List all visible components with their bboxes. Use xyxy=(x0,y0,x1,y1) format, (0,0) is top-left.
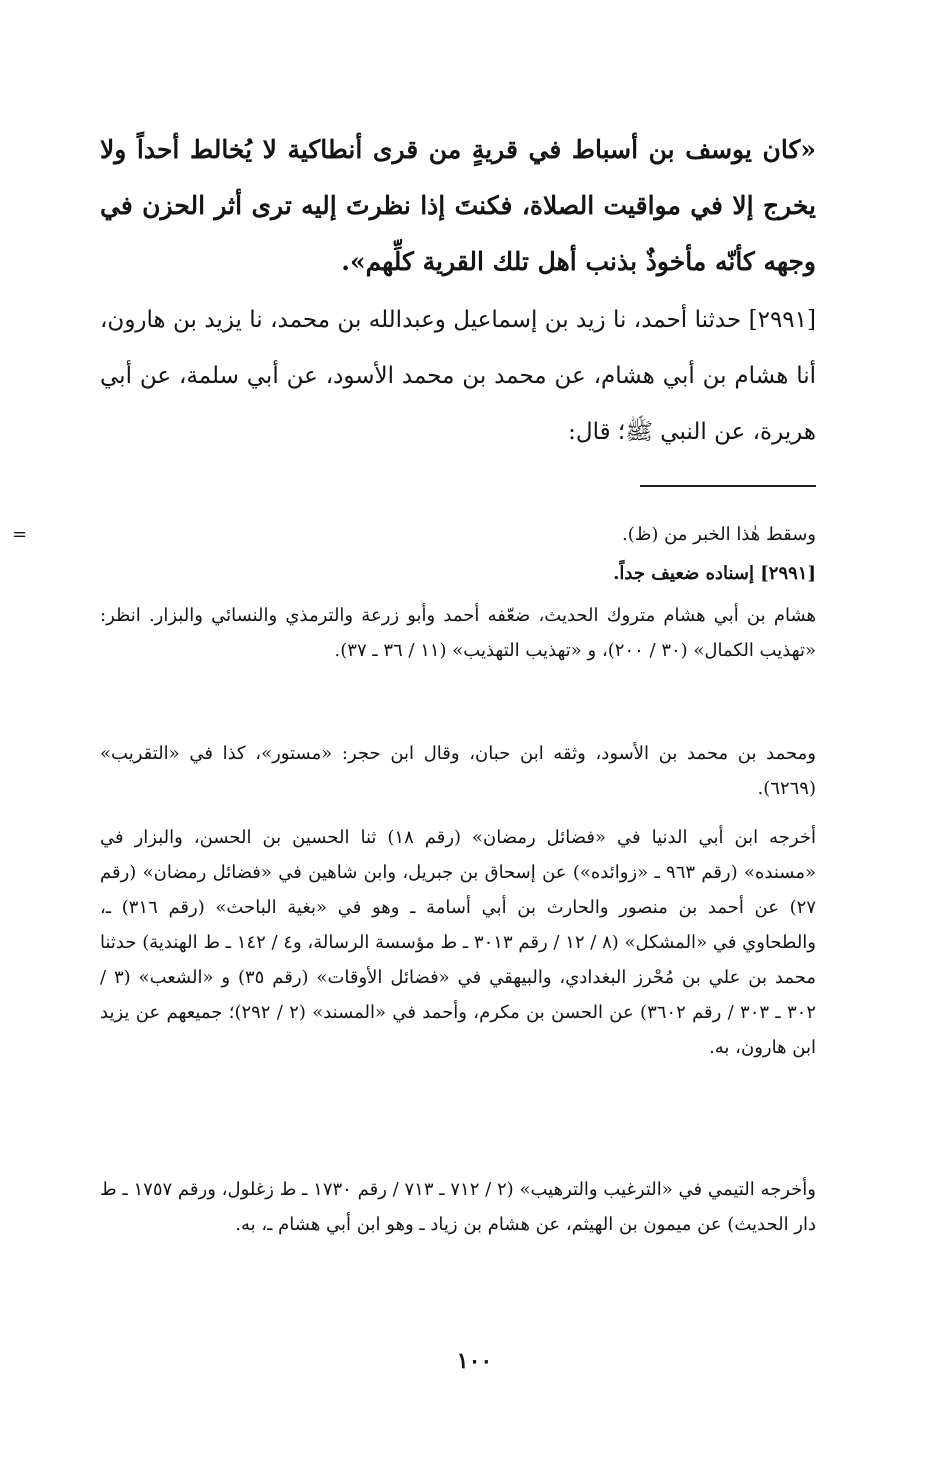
footnote-paragraph: وأخرجه التيمي في «الترغيب والترهيب» (٢ / ٧١٢ ـ ٧١٣ / رقم ١٧٣٠ ـ ط زغلول، ورقم ١٧٥٧ ـ ط دار الحديث) عن ميمون بن الهيثم، عن هشام بن زياد ـ وهو ابن أبي هشام ـ، به. xyxy=(100,1179,816,1235)
footnote-paragraph: أخرجه ابن أبي الدنيا في «فضائل رمضان» (رقم ١٨) ثنا الحسين بن الحسن، والبزار في «مسنده» (رقم ٩٦٣ ـ «زوائده») عن إسحاق بن جبريل، وابن شاهين في «فضائل رمضان» (رقم ٢٧) عن أحمد بن منصور والحارث بن أبي أسامة ـ وهو في «بغية الباحث» (رقم ٣١٦) ـ، والطحاوي في «المشكل» (٨ / ١٢ / رقم ٣٠١٣ ـ ط مؤسسة الرسالة، و٤ / ١٤٢ ـ ط الهندية) حدثنا محمد بن علي بن مُحْرز البغدادي، والبيهقي في «فضائل الأوقات» (رقم ٣٥) و «الشعب» (٣ / ٣٠٢ ـ ٣٠٣ / رقم ٣٦٠٢) عن الحسن بن مكرم، وأحمد في «المسند» (٢ / ٢٩٢)؛ جميعهم عن يزيد ابن هارون، به. xyxy=(100,827,816,1058)
footnote-paragraph: هشام بن أبي هشام متروك الحديث، ضعّفه أحمد وأبو زرعة والترمذي والنسائي والبزار. انظر: «تهذيب الكمال» (٣٠ / ٢٠٠)، و «تهذيب التهذيب» (١١ / ٣٦ ـ ٣٧). xyxy=(100,605,816,661)
footnote-continuation-text: وسقط هٰذا الخبر من (ظ). xyxy=(621,524,816,545)
footnote-separator xyxy=(640,485,816,487)
footnote-heading: [٢٩٩١] إسناده ضعيف جداً. xyxy=(613,563,816,584)
quote-paragraph: «كان يوسف بن أسباط في قريةٍ من قرى أنطاكية لا يُخالط أحداً ولا يخرج إلا في مواقيت الصلاة، فكنتَ إذا نظرتَ إليه ترى أثر الحزن في وجهه كأنّه مأخوذٌ بذنب أهل تلك القرية كلِّهم». xyxy=(100,135,816,276)
footnote-continuation xyxy=(12,517,816,552)
page-number: ١٠٠ xyxy=(456,1348,493,1374)
hadith-paragraph: [٢٩٩١] حدثنا أحمد، نا زيد بن إسماعيل وعبدالله بن محمد، نا يزيد بن هارون، أنا هشام بن أبي هشام، عن محمد بن محمد الأسود، عن أبي سلمة، عن أبي هريرة، عن النبي ﷺ؛ قال: xyxy=(100,307,816,445)
footnote-paragraph: ومحمد بن محمد بن الأسود، وثقه ابن حبان، وقال ابن حجر: «مستور»، كذا في «التقريب» (٦٢٦٩). xyxy=(100,743,816,799)
continuation-marker: = xyxy=(12,524,28,545)
